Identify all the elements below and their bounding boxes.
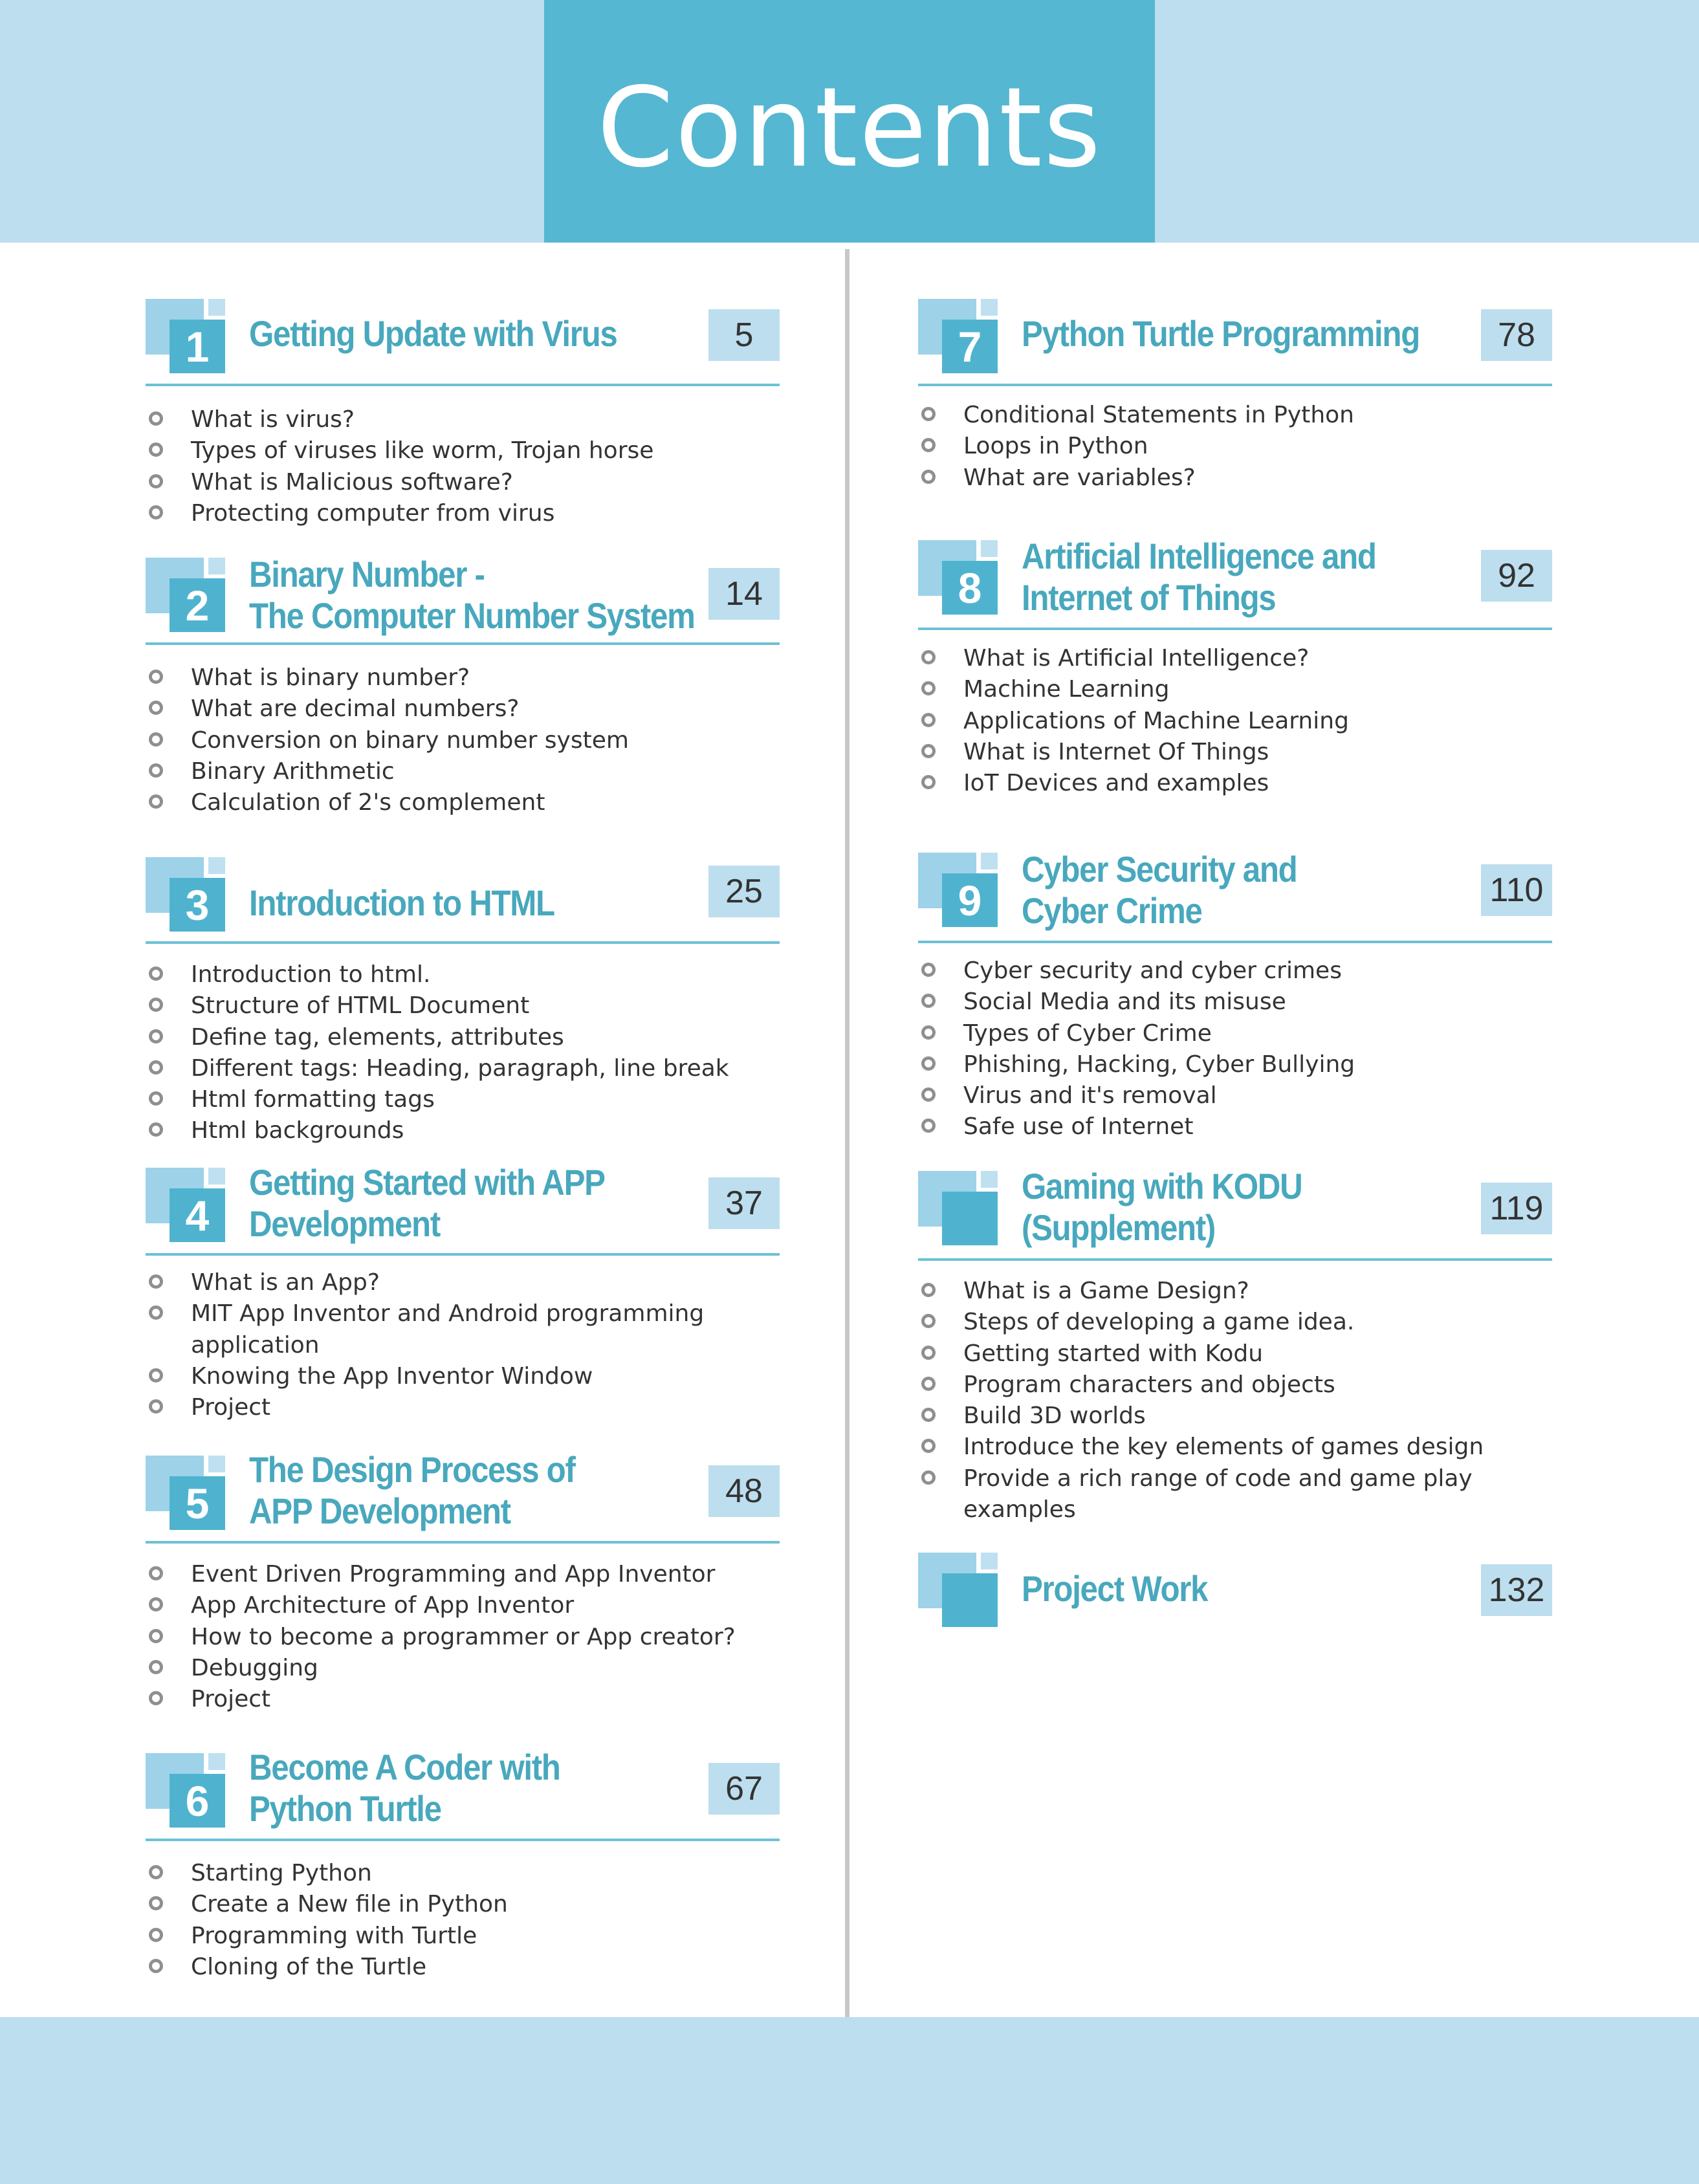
- chapter-title: [249, 882, 554, 924]
- list-item: [146, 725, 780, 756]
- bullet-icon: [921, 994, 936, 1008]
- topic-list: [918, 643, 1552, 799]
- topic-text: Types of Cyber Crime: [963, 1020, 1212, 1047]
- list-item: [146, 1684, 780, 1715]
- topic-list: [146, 1559, 780, 1715]
- chapter-title: [249, 1449, 575, 1532]
- topic-text: How to become a programmer or App creator?: [191, 1623, 736, 1650]
- bullet-icon: [149, 701, 163, 715]
- chapter-title: [1022, 1568, 1207, 1610]
- chapter-title-line: The Computer Number System: [249, 595, 695, 636]
- page-number: 25: [708, 866, 780, 917]
- chapter-number-icon: [918, 540, 999, 615]
- topic-list: [918, 400, 1552, 494]
- chapter-number-icon: [146, 1753, 226, 1828]
- list-item: [146, 1889, 780, 1920]
- bullet-icon: [149, 1691, 163, 1705]
- bullet-icon: [921, 1056, 936, 1071]
- list-item: [918, 768, 1552, 799]
- chapter-number: 4: [170, 1188, 225, 1242]
- bullet-icon: [149, 411, 163, 426]
- topic-text: Virus and it's removal: [963, 1082, 1217, 1109]
- topic-text: What is an App?: [191, 1269, 380, 1296]
- chapter-number-icon: [146, 299, 226, 373]
- page-number: 14: [708, 568, 780, 620]
- bullet-icon: [921, 1119, 936, 1133]
- chapter-rule: [918, 941, 1552, 943]
- bullet-icon: [149, 1399, 163, 1414]
- chapter-number: [942, 1573, 998, 1627]
- chapter-number-icon: [918, 299, 999, 373]
- chapter-number: 6: [170, 1774, 225, 1828]
- list-item: [146, 1022, 780, 1053]
- list-item: [918, 400, 1552, 431]
- bullet-icon: [921, 1439, 936, 1453]
- list-item: [918, 1080, 1552, 1111]
- bullet-icon: [921, 1470, 936, 1485]
- chapter-number-icon: [918, 853, 999, 927]
- chapter-title-line: Artificial Intelligence and: [1022, 536, 1376, 576]
- list-item: [146, 1921, 780, 1952]
- chapter-rule: [918, 628, 1552, 630]
- list-item: [918, 1111, 1552, 1142]
- list-item: [918, 956, 1552, 987]
- bullet-icon: [149, 1091, 163, 1106]
- list-item: [146, 1622, 780, 1653]
- list-item: [918, 737, 1552, 768]
- chapter-title-line: Python Turtle Programming: [1022, 313, 1419, 354]
- list-item: [918, 463, 1552, 494]
- bullet-icon: [149, 1029, 163, 1043]
- topic-text: Protecting computer from virus: [191, 499, 555, 527]
- topic-text: Cloning of the Turtle: [191, 1953, 427, 1980]
- topic-text: Program characters and objects: [963, 1371, 1335, 1398]
- list-item: [146, 1267, 780, 1298]
- bullet-icon: [921, 1283, 936, 1297]
- chapter-title-line: Getting Update with Virus: [249, 313, 617, 354]
- topic-text: Machine Learning: [963, 676, 1170, 703]
- chapter-title-line: The Design Process of: [249, 1449, 575, 1490]
- list-item: [146, 1392, 780, 1423]
- topic-text: Conditional Statements in Python: [963, 402, 1354, 428]
- chapter-rule: [918, 1258, 1552, 1261]
- topic-text: Provide a rich range of code and game play examples: [963, 1465, 1473, 1523]
- topic-text: Conversion on binary number system: [191, 726, 629, 754]
- bullet-icon: [149, 1629, 163, 1643]
- topic-text: What is a Game Design?: [963, 1278, 1249, 1304]
- bullet-icon: [149, 1660, 163, 1674]
- page-number: 67: [708, 1763, 780, 1815]
- topic-text: Html backgrounds: [191, 1117, 404, 1144]
- bullet-icon: [149, 966, 163, 981]
- chapter-number: 3: [170, 878, 225, 932]
- topic-text: What is virus?: [191, 406, 355, 433]
- bullet-icon: [149, 1368, 163, 1382]
- bullet-icon: [921, 1346, 936, 1360]
- chapter-title-line: Cyber Crime: [1022, 890, 1202, 931]
- bullet-icon: [921, 438, 936, 452]
- chapter-title: [249, 313, 617, 355]
- list-item: [146, 467, 780, 498]
- list-item: [918, 1401, 1552, 1432]
- list-item: [918, 1276, 1552, 1307]
- list-item: [146, 959, 780, 990]
- topic-text: Programming with Turtle: [191, 1922, 477, 1949]
- chapter-rule: [146, 1541, 780, 1544]
- topic-list: [146, 404, 780, 529]
- list-item: [146, 1952, 780, 1983]
- bullet-icon: [149, 732, 163, 747]
- bullet-icon: [921, 1314, 936, 1328]
- topic-list: [918, 1276, 1552, 1525]
- chapter-title-line: Project Work: [1022, 1568, 1208, 1609]
- list-item: [146, 1298, 780, 1361]
- chapter-title-line: Become A Coder with: [249, 1747, 560, 1787]
- chapter-title-line: Introduction to HTML: [249, 882, 554, 923]
- topic-text: Cyber security and cyber crimes: [963, 957, 1342, 984]
- bullet-icon: [921, 650, 936, 664]
- list-item: [146, 990, 780, 1021]
- list-item: [146, 404, 780, 435]
- page-number: 92: [1481, 550, 1552, 602]
- bullet-icon: [921, 744, 936, 758]
- topic-text: Binary Arithmetic: [191, 758, 395, 785]
- chapter-rule: [146, 384, 780, 386]
- list-item: [146, 662, 780, 693]
- topic-text: Starting Python: [191, 1860, 372, 1886]
- bullet-icon: [149, 1060, 163, 1075]
- topic-text: Social Media and its misuse: [963, 988, 1286, 1016]
- chapter-title-line: Gaming with KODU: [1022, 1166, 1302, 1207]
- bullet-icon: [149, 1959, 163, 1973]
- topic-text: Safe use of Internet: [963, 1113, 1194, 1141]
- title-box: [544, 0, 1155, 243]
- topic-list: [146, 1267, 780, 1423]
- chapter-number: 8: [942, 561, 998, 615]
- list-item: [146, 756, 780, 787]
- chapter-title: [249, 554, 695, 637]
- bullet-icon: [149, 1305, 163, 1320]
- topic-list: [918, 956, 1552, 1143]
- chapter-title-line: Python Turtle: [249, 1788, 441, 1829]
- list-item: [918, 1049, 1552, 1080]
- bullet-icon: [149, 670, 163, 684]
- topic-text: Applications of Machine Learning: [963, 707, 1349, 734]
- topic-text: What is binary number?: [191, 664, 470, 691]
- list-item: [918, 674, 1552, 705]
- page-number: 119: [1481, 1183, 1552, 1234]
- topic-text: Event Driven Programming and App Inventor: [191, 1561, 716, 1588]
- list-item: [918, 1338, 1552, 1370]
- chapter-number: 9: [942, 873, 998, 927]
- bullet-icon: [921, 963, 936, 977]
- topic-text: Types of viruses like worm, Trojan horse: [191, 437, 654, 464]
- list-item: [918, 1307, 1552, 1338]
- bullet-icon: [149, 1274, 163, 1289]
- list-item: [918, 1463, 1552, 1526]
- chapter-rule: [146, 1839, 780, 1841]
- chapter-number: [942, 1192, 998, 1245]
- page-number: 37: [708, 1177, 780, 1229]
- topic-text: Loops in Python: [963, 433, 1148, 460]
- bullet-icon: [921, 407, 936, 421]
- topic-text: Html formatting tags: [191, 1086, 435, 1113]
- chapter-number-icon: [918, 1553, 999, 1627]
- topic-list: [146, 662, 780, 818]
- list-item: [146, 1115, 780, 1146]
- list-item: [146, 1590, 780, 1621]
- chapter-title: [1022, 849, 1297, 932]
- bullet-icon: [149, 1928, 163, 1942]
- topic-text: Build 3D worlds: [963, 1403, 1146, 1430]
- topic-text: Knowing the App Inventor Window: [191, 1362, 593, 1390]
- topic-text: Introduction to html.: [191, 961, 431, 988]
- page-number: 5: [708, 309, 780, 361]
- list-item: [146, 1361, 780, 1392]
- chapter-title-line: Internet of Things: [1022, 577, 1276, 618]
- topic-text: Phishing, Hacking, Cyber Bullying: [963, 1051, 1355, 1078]
- chapter-title-line: Getting Started with APP: [249, 1162, 605, 1203]
- bullet-icon: [149, 1865, 163, 1879]
- topic-text: Introduce the key elements of games design: [963, 1434, 1484, 1461]
- list-item: [146, 498, 780, 529]
- topic-text: App Architecture of App Inventor: [191, 1592, 575, 1619]
- topic-list: [146, 1858, 780, 1983]
- chapter-rule: [146, 941, 780, 944]
- topic-text: What is Malicious software?: [191, 468, 513, 496]
- chapter-number: 5: [170, 1476, 225, 1530]
- bullet-icon: [149, 998, 163, 1012]
- list-item: [918, 1370, 1552, 1401]
- chapter-number: 1: [170, 320, 225, 373]
- bullet-icon: [149, 1896, 163, 1910]
- list-item: [146, 1559, 780, 1590]
- topic-text: Create a New file in Python: [191, 1891, 508, 1918]
- page-number: 110: [1481, 864, 1552, 916]
- bullet-icon: [149, 794, 163, 809]
- chapter-title-line: Binary Number -: [249, 554, 485, 595]
- bullet-icon: [921, 1087, 936, 1102]
- chapter-number-icon: [918, 1171, 999, 1245]
- bullet-icon: [921, 470, 936, 484]
- page-title: Contents: [597, 63, 1102, 192]
- topic-text: What is Artificial Intelligence?: [963, 645, 1310, 672]
- list-item: [146, 1653, 780, 1684]
- chapter-rule: [918, 384, 1552, 386]
- chapter-number-icon: [146, 857, 226, 932]
- bullet-icon: [149, 1122, 163, 1137]
- list-item: [146, 693, 780, 725]
- list-item: [146, 435, 780, 466]
- list-item: [146, 1053, 780, 1084]
- bullet-icon: [921, 1025, 936, 1040]
- list-item: [918, 1018, 1552, 1049]
- chapter-title: [249, 1162, 605, 1245]
- bullet-icon: [921, 713, 936, 727]
- chapter-number: 7: [942, 320, 998, 373]
- bullet-icon: [921, 681, 936, 695]
- chapter-title: [1022, 1166, 1302, 1249]
- chapter-title: [249, 1747, 560, 1829]
- list-item: [146, 1858, 780, 1889]
- topic-text: Define tag, elements, attributes: [191, 1023, 564, 1051]
- chapter-number-icon: [146, 1456, 226, 1530]
- chapter-rule: [146, 642, 780, 645]
- bullet-icon: [149, 1597, 163, 1611]
- bullet-icon: [149, 763, 163, 778]
- topic-text: Project: [191, 1394, 271, 1421]
- topic-text: Structure of HTML Document: [191, 992, 530, 1020]
- topic-text: What is Internet Of Things: [963, 738, 1269, 765]
- column-divider: [845, 249, 850, 2018]
- page-number: 48: [708, 1465, 780, 1517]
- chapter-title-line: Development: [249, 1203, 440, 1244]
- chapter-number-icon: [146, 1168, 226, 1242]
- bullet-icon: [149, 474, 163, 488]
- topic-text: Project: [191, 1686, 271, 1713]
- footer-band: [0, 2017, 1699, 2184]
- topic-text: IoT Devices and examples: [963, 770, 1269, 797]
- list-item: [918, 643, 1552, 674]
- chapter-number-icon: [146, 558, 226, 632]
- bullet-icon: [921, 1408, 936, 1422]
- topic-text: Different tags: Heading, paragraph, line break: [191, 1054, 729, 1082]
- list-item: [918, 987, 1552, 1018]
- topic-text: Debugging: [191, 1654, 318, 1681]
- page-number: 132: [1481, 1564, 1552, 1616]
- chapter-rule: [146, 1253, 780, 1256]
- list-item: [918, 1432, 1552, 1463]
- chapter-title-line: (Supplement): [1022, 1207, 1215, 1248]
- topic-text: Calculation of 2's complement: [191, 789, 545, 816]
- list-item: [146, 1084, 780, 1115]
- bullet-icon: [149, 442, 163, 457]
- chapter-title-line: APP Development: [249, 1491, 510, 1531]
- chapter-number: 2: [170, 578, 225, 632]
- list-item: [918, 431, 1552, 462]
- bullet-icon: [149, 1566, 163, 1580]
- chapter-title: [1022, 313, 1419, 355]
- list-item: [146, 787, 780, 818]
- topic-text: Steps of developing a game idea.: [963, 1309, 1355, 1336]
- topic-list: [146, 959, 780, 1147]
- page-number: 78: [1481, 309, 1552, 361]
- topic-text: MIT App Inventor and Android programming application: [191, 1300, 705, 1359]
- bullet-icon: [149, 505, 163, 519]
- topic-text: What are decimal numbers?: [191, 695, 520, 723]
- chapter-title-line: Cyber Security and: [1022, 849, 1297, 890]
- bullet-icon: [921, 1377, 936, 1391]
- chapter-title: [1022, 536, 1376, 618]
- list-item: [918, 706, 1552, 737]
- topic-text: What are variables?: [963, 464, 1196, 491]
- topic-text: Getting started with Kodu: [963, 1340, 1264, 1367]
- bullet-icon: [921, 775, 936, 789]
